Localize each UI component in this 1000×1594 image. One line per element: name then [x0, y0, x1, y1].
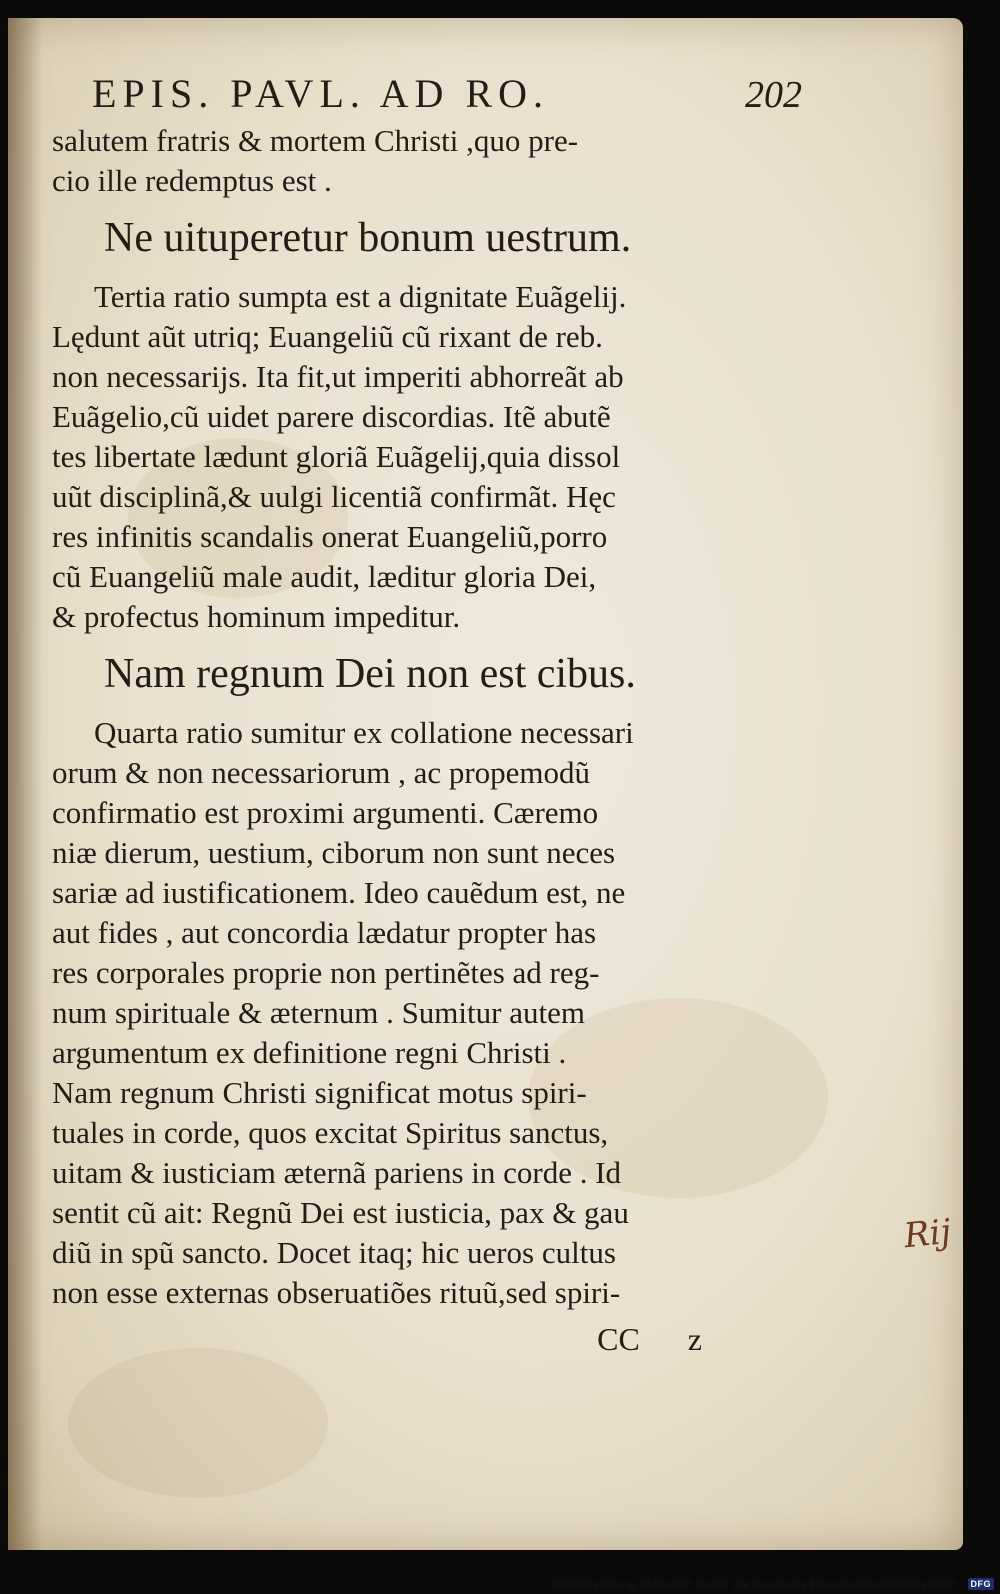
text-line: num spirituale & æternum . Sumitur autem — [52, 995, 585, 1030]
text-line: res corporales proprie non pertinẽtes ad reg- — [52, 955, 600, 990]
text-line: & profectus hominum impeditur. — [52, 599, 461, 634]
text-line: salutem fratris & mortem Christi ,quo pre- — [52, 123, 579, 158]
text-line: cũ Euangeliũ male audit, læditur gloria Dei, — [52, 559, 597, 594]
text-block — [52, 70, 802, 1358]
text-line: aut fides , aut concordia lædatur propter has — [52, 915, 597, 950]
footer-credit — [553, 1577, 994, 1591]
lemma-heading: Nam regnum Dei non est cibus. — [104, 651, 636, 697]
text-line: Euãgelio,cũ uidet parere discordias. Itẽ abutẽ — [52, 399, 611, 434]
text-line: uũt disciplinã,& uulgi licentiã confirmãt. Hęc — [52, 479, 616, 514]
handwritten-margin-note: Rij — [902, 1211, 953, 1257]
text-line: confirmatio est proximi argumenti. Cæremo — [52, 795, 599, 830]
text-line: orum & non necessariorum , ac propemodũ — [52, 755, 591, 790]
running-head — [52, 70, 802, 117]
text-line: res infinitis scandalis onerat Euangeliũ,porro — [52, 519, 608, 554]
dfg-logo: DFG — [968, 1578, 995, 1590]
text-line: non esse externas obseruatiões rituũ,sed spiri- — [52, 1275, 621, 1310]
text-line: uitam & iusticiam æternã pariens in corde . Id — [52, 1155, 622, 1190]
text-line: argumentum ex definitione regni Christi . — [52, 1035, 567, 1070]
signature-mark: CC — [597, 1321, 640, 1357]
catchwords — [52, 1321, 802, 1358]
text-line: niæ dierum, uestium, ciborum non sunt neces — [52, 835, 616, 870]
lemma-heading: Ne uituperetur bonum uestrum. — [104, 215, 632, 261]
footer-text: Digitalisierung gefördert durch die Deutsche Forschungsgemeinschaft · — [552, 1577, 964, 1591]
body-content — [52, 121, 802, 1313]
book-page — [8, 18, 963, 1550]
text-line: Nam regnum Christi significat motus spiri- — [52, 1075, 587, 1110]
paper-stain — [68, 1348, 328, 1498]
signature-number: z — [687, 1321, 702, 1357]
text-line: tes libertate lædunt gloriã Euãgelij,quia dissol — [52, 439, 621, 474]
page-gutter-shadow — [8, 18, 42, 1550]
text-line: cio ille redemptus est . — [52, 163, 332, 198]
text-line: sariæ ad iustificationem. Ideo cauẽdum est, ne — [52, 875, 626, 910]
text-line: tuales in corde, quos excitat Spiritus sanctus, — [52, 1115, 609, 1150]
text-line: Lędunt aũt utriq; Euangeliũ cũ rixant de reb. — [52, 319, 603, 354]
running-head-title: EPIS. PAVL. AD RO. — [92, 71, 550, 116]
text-line: diũ in spũ sanctο. Docet itaq; hic ueros cultus — [52, 1235, 616, 1270]
folio-number: 202 — [745, 74, 802, 116]
text-line: sentit cũ ait: Regnũ Dei est iusticia, pax & gau — [52, 1195, 629, 1230]
text-line: Tertia ratio sumpta est a dignitate Euãgelij. — [94, 279, 627, 314]
text-line: non necessarijs. Ita fit,ut imperiti abhorreãt ab — [52, 359, 624, 394]
text-line: Quarta ratio sumitur ex collatione necessari — [94, 715, 634, 750]
